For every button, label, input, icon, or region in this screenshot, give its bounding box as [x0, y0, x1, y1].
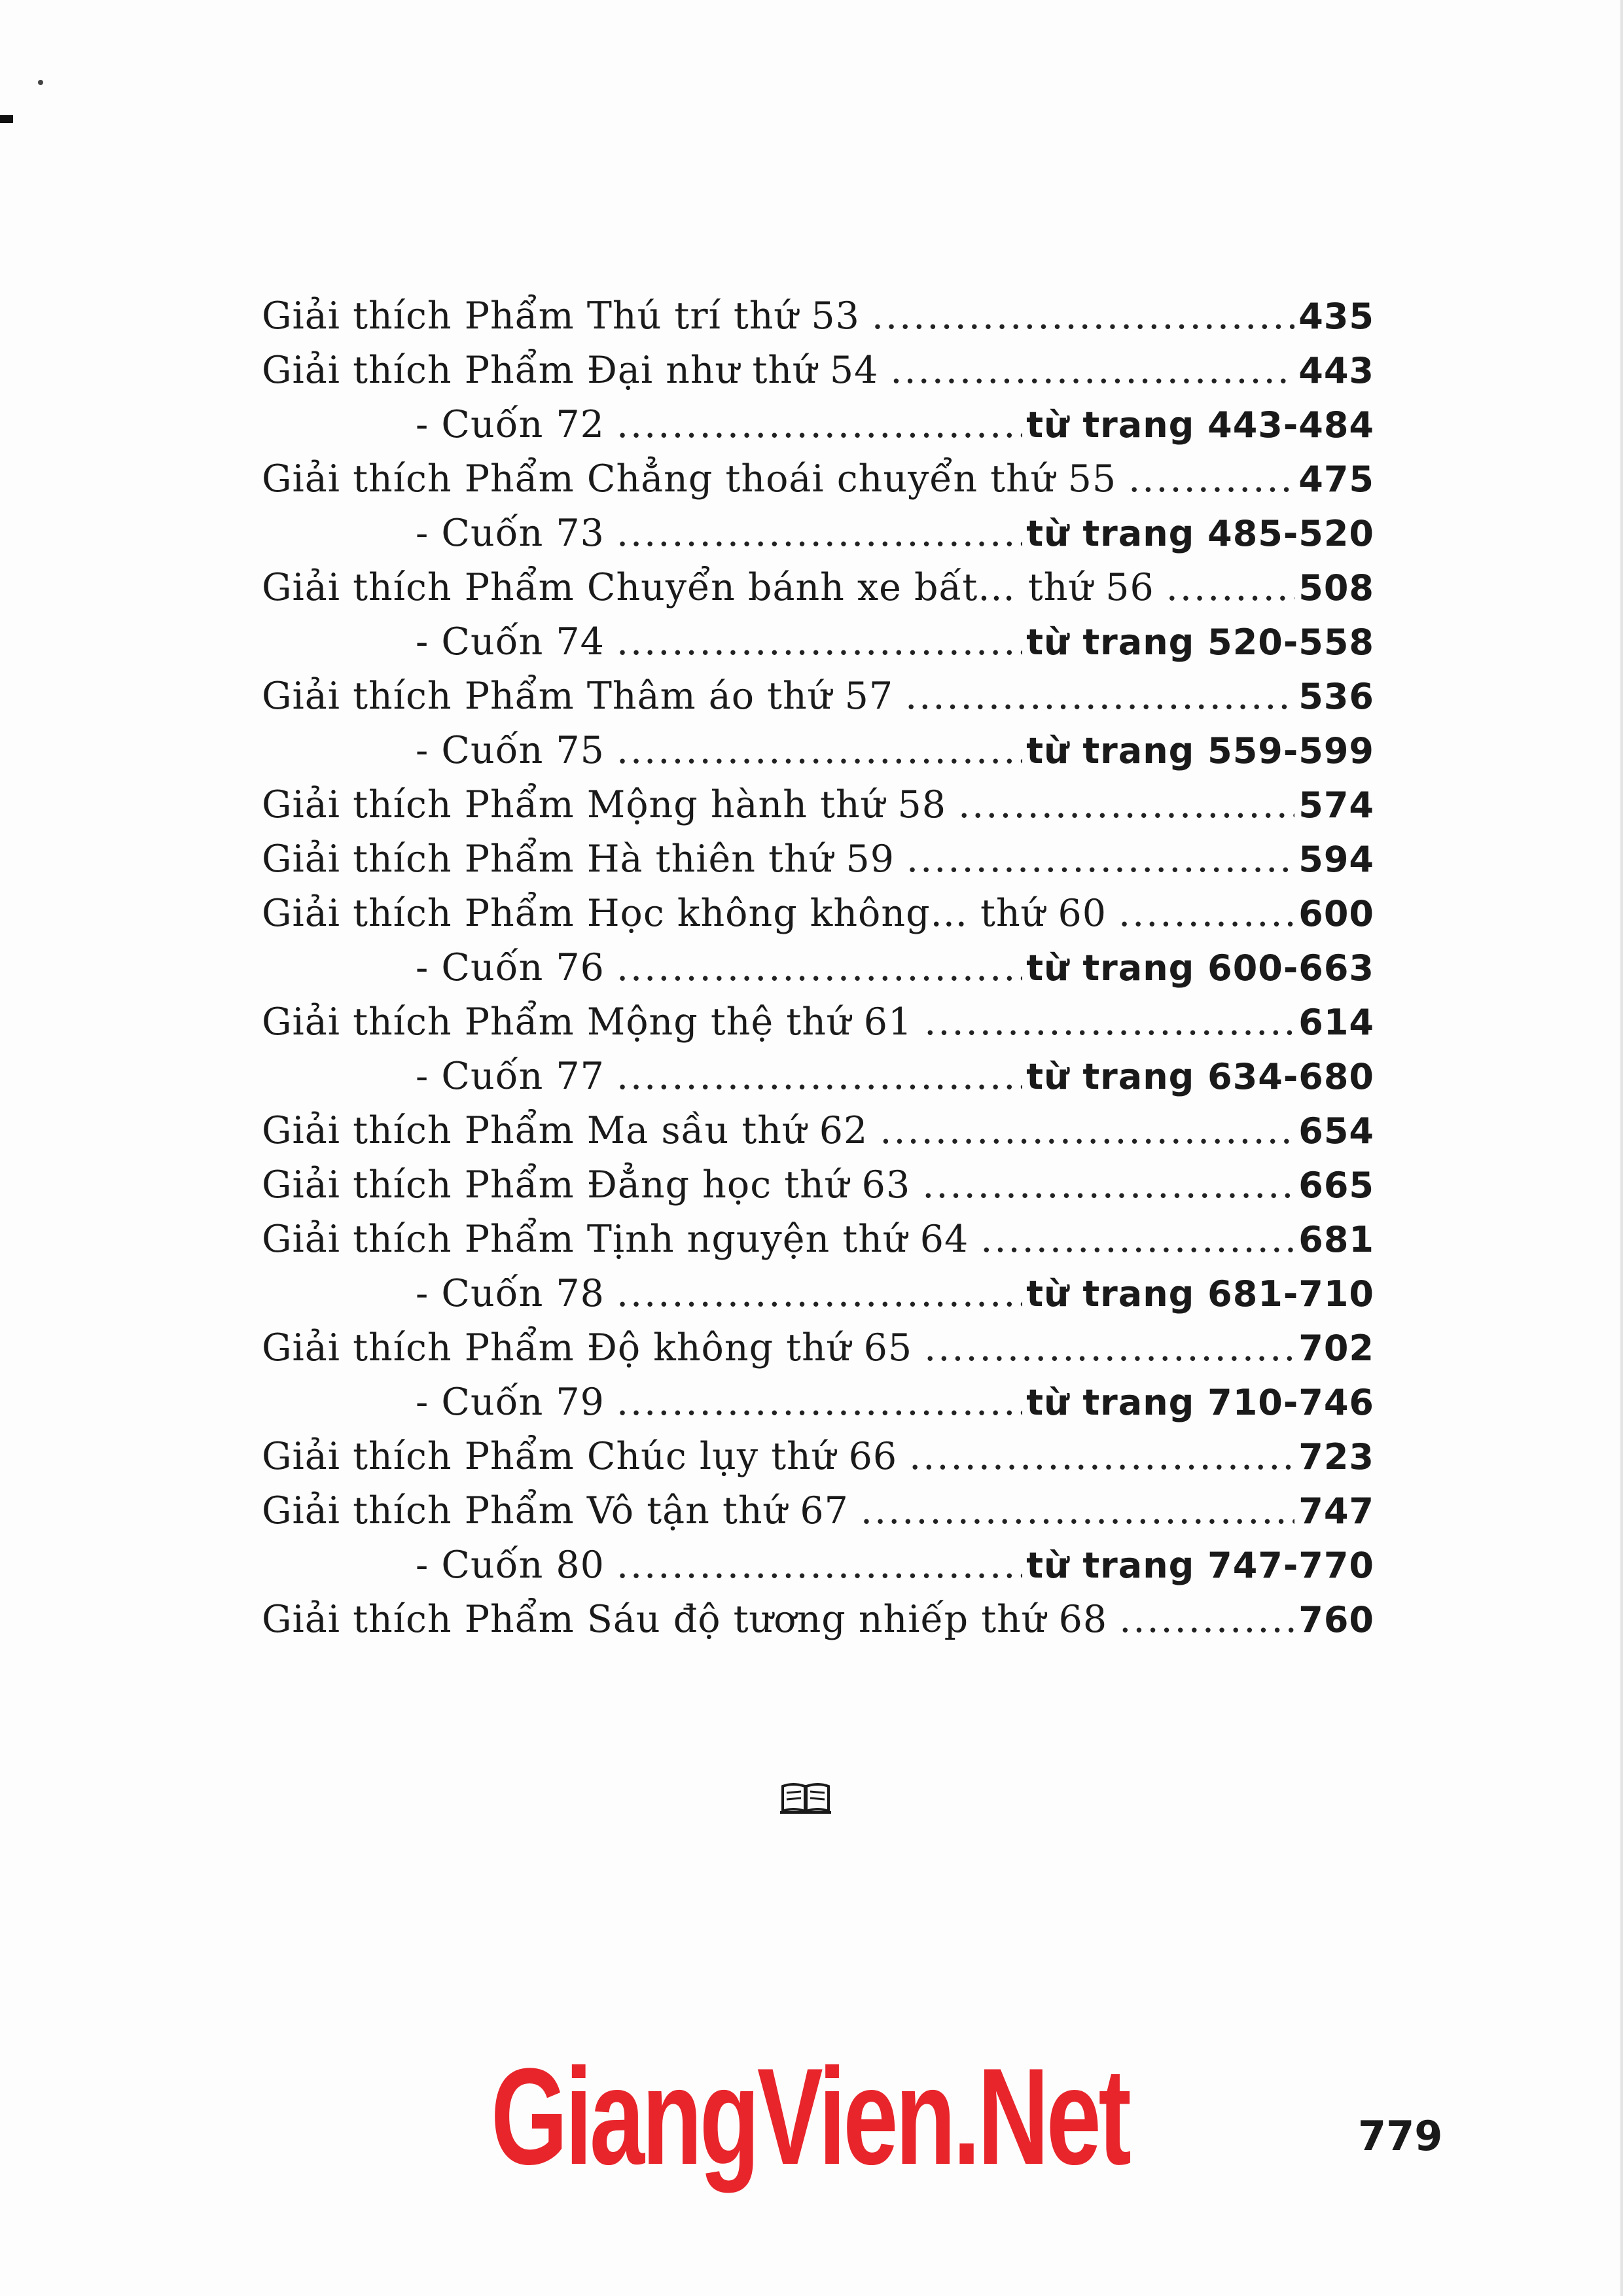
toc-volume-line	[262, 1272, 1374, 1326]
dot-leader	[616, 1272, 1022, 1315]
toc-page-ref: từ trang 710-746	[1026, 1382, 1374, 1423]
toc-title: Giải thích Phẩm Đẳng học thứ 63	[262, 1163, 911, 1207]
dot-leader	[861, 1489, 1294, 1532]
toc-title: - Cuốn 79	[416, 1381, 605, 1424]
toc-page-ref: từ trang 681-710	[1026, 1273, 1374, 1315]
dot-leader	[1119, 1598, 1294, 1641]
dot-leader	[906, 838, 1294, 881]
toc-page-ref: 654	[1298, 1110, 1374, 1152]
toc-page-ref: 723	[1298, 1436, 1374, 1477]
toc-volume-line	[262, 729, 1374, 783]
toc-title: - Cuốn 80	[416, 1544, 605, 1587]
toc-page-ref: từ trang 520-558	[1026, 622, 1374, 663]
toc-title: Giải thích Phẩm Chuyển bánh xe bất... thứ 56	[262, 566, 1154, 609]
dot-leader	[616, 1544, 1022, 1587]
toc-entry-line	[262, 675, 1374, 729]
dot-leader	[616, 729, 1022, 772]
toc-entry-line	[262, 838, 1374, 892]
dot-leader	[924, 1000, 1294, 1044]
toc-page-ref: 614	[1298, 1002, 1374, 1043]
toc-volume-line	[262, 1544, 1374, 1598]
toc-title: Giải thích Phẩm Độ không thứ 65	[262, 1326, 913, 1369]
toc-title: Giải thích Phẩm Tịnh nguyện thứ 64	[262, 1218, 969, 1261]
toc-page-ref: 747	[1298, 1491, 1374, 1532]
toc-entry-line	[262, 1163, 1374, 1218]
toc-title: - Cuốn 73	[416, 512, 605, 555]
scan-right-edge	[1620, 0, 1623, 2296]
toc-entry-line	[262, 566, 1374, 620]
toc-title: - Cuốn 74	[416, 620, 605, 663]
dot-leader	[880, 1109, 1294, 1152]
dot-leader	[1118, 892, 1294, 935]
toc-title: Giải thích Phẩm Mộng thệ thứ 61	[262, 1000, 913, 1044]
toc-page-ref: 600	[1298, 893, 1374, 934]
dot-leader	[616, 403, 1022, 446]
toc-volume-line	[262, 1381, 1374, 1435]
watermark-logo: GiangVien.Net	[491, 2040, 1129, 2193]
toc-title: Giải thích Phẩm Chẳng thoái chuyển thứ 55	[262, 457, 1117, 501]
open-book-icon	[780, 1781, 831, 1814]
toc-page-ref: 443	[1298, 350, 1374, 391]
toc-page-ref: từ trang 600-663	[1026, 947, 1374, 989]
toc-page-ref: từ trang 634-680	[1026, 1056, 1374, 1097]
toc-page-ref: 475	[1298, 459, 1374, 500]
toc-volume-line	[262, 1055, 1374, 1109]
toc-title: Giải thích Phẩm Hà thiên thứ 59	[262, 838, 895, 881]
toc-title: Giải thích Phẩm Thú trí thứ 53	[262, 294, 860, 338]
toc-title: - Cuốn 76	[416, 946, 605, 989]
dot-leader	[616, 1055, 1022, 1098]
toc-entry-line	[262, 1218, 1374, 1272]
dot-leader	[1128, 457, 1294, 501]
toc-page-ref: 574	[1298, 785, 1374, 826]
toc-title: Giải thích Phẩm Mộng hành thứ 58	[262, 783, 947, 826]
toc-title: - Cuốn 78	[416, 1272, 605, 1315]
toc-entry-line	[262, 294, 1374, 349]
dot-leader	[890, 349, 1294, 392]
toc-page-ref: từ trang 747-770	[1026, 1545, 1374, 1586]
dot-leader	[924, 1326, 1294, 1369]
toc-page-ref: 665	[1298, 1165, 1374, 1206]
dot-leader	[909, 1435, 1294, 1478]
toc-title: Giải thích Phẩm Vô tận thứ 67	[262, 1489, 849, 1532]
toc-title: Giải thích Phẩm Chúc lụy thứ 66	[262, 1435, 898, 1478]
toc-page-ref: 536	[1298, 676, 1374, 717]
toc-title: - Cuốn 77	[416, 1055, 605, 1098]
toc-page-ref: 508	[1298, 567, 1374, 609]
dot-leader	[905, 675, 1294, 718]
toc-volume-line	[262, 620, 1374, 675]
toc-volume-line	[262, 403, 1374, 457]
toc-title: Giải thích Phẩm Đại như thứ 54	[262, 349, 879, 392]
toc-volume-line	[262, 946, 1374, 1000]
toc-page-ref: từ trang 485-520	[1026, 513, 1374, 554]
table-of-contents	[262, 294, 1374, 1652]
toc-title: - Cuốn 72	[416, 403, 605, 446]
dot-leader	[616, 620, 1022, 663]
toc-entry-line	[262, 1326, 1374, 1381]
toc-title: Giải thích Phẩm Ma sầu thứ 62	[262, 1109, 868, 1152]
dot-leader	[616, 1381, 1022, 1424]
toc-title: Giải thích Phẩm Thâm áo thứ 57	[262, 675, 894, 718]
toc-title: - Cuốn 75	[416, 729, 605, 772]
toc-entry-line	[262, 1435, 1374, 1489]
toc-entry-line	[262, 783, 1374, 838]
toc-entry-line	[262, 892, 1374, 946]
toc-page-ref: 702	[1298, 1328, 1374, 1369]
dot-leader	[922, 1163, 1294, 1207]
toc-entry-line	[262, 349, 1374, 403]
toc-page-ref: từ trang 443-484	[1026, 404, 1374, 446]
dot-leader	[616, 512, 1022, 555]
toc-title: Giải thích Phẩm Sáu độ tương nhiếp thứ 68	[262, 1598, 1108, 1641]
toc-page-ref: 760	[1298, 1599, 1374, 1640]
scan-speck	[38, 80, 43, 85]
dot-leader	[872, 294, 1294, 338]
dot-leader	[616, 946, 1022, 989]
toc-volume-line	[262, 512, 1374, 566]
dot-leader	[1166, 566, 1294, 609]
toc-entry-line	[262, 457, 1374, 512]
toc-entry-line	[262, 1598, 1374, 1652]
toc-page-ref: 594	[1298, 839, 1374, 880]
toc-page-ref: từ trang 559-599	[1026, 730, 1374, 771]
toc-entry-line	[262, 1109, 1374, 1163]
toc-page-ref: 435	[1298, 296, 1374, 337]
toc-page-ref: 681	[1298, 1219, 1374, 1260]
dot-leader	[958, 783, 1294, 826]
toc-entry-line	[262, 1489, 1374, 1544]
dot-leader	[980, 1218, 1294, 1261]
toc-entry-line	[262, 1000, 1374, 1055]
scan-edge-mark	[0, 115, 13, 123]
toc-title: Giải thích Phẩm Học không không... thứ 60	[262, 892, 1107, 935]
page-number: 779	[1358, 2112, 1443, 2160]
